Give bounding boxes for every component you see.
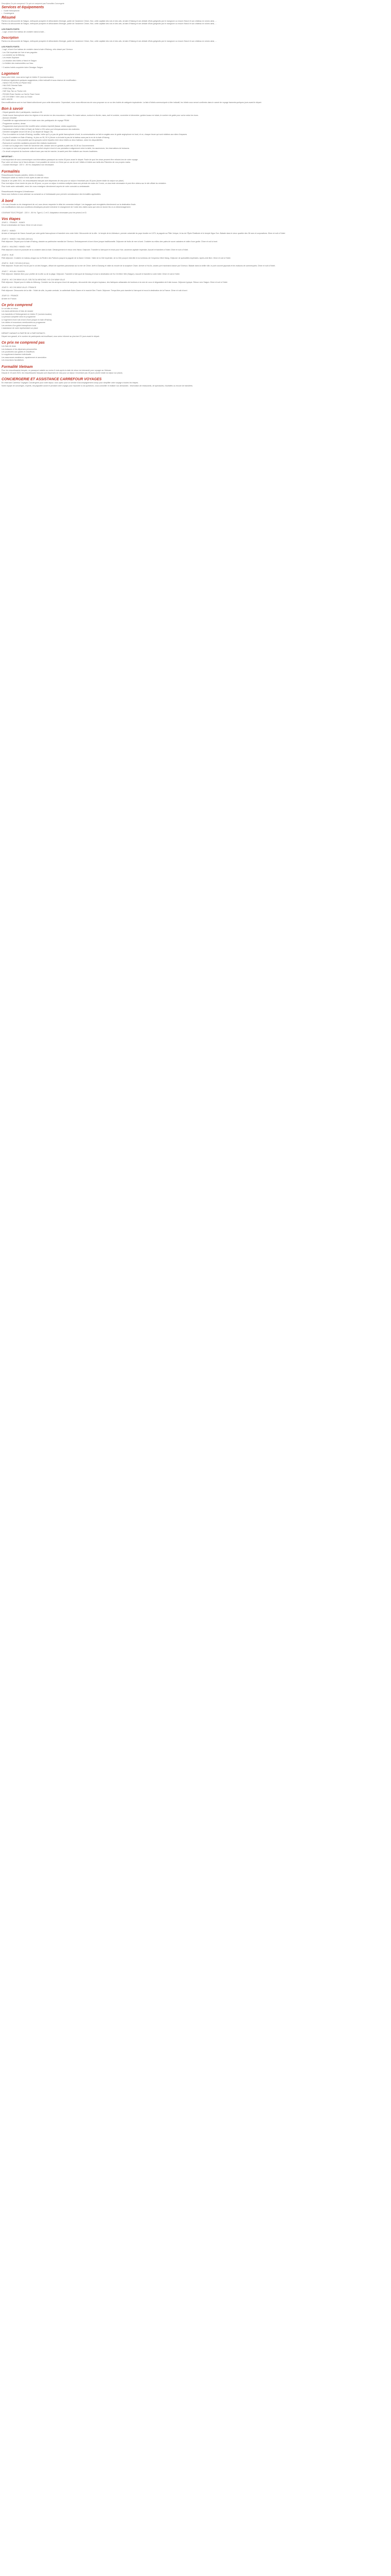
day-text: Petit déjeuner. Matinée libre pour profiter de la ville ou de la plage. Déjeuner. Transfert à l'aéroport de Danang et envol à destination de Ho Chi Minh Ville (Saigon). Accueil et transfert à votre hôtel. Dîner et nuit à l'hôtel. xyxy=(2,273,180,276)
programme-title: À bord xyxy=(2,199,13,203)
garant-title: DÉPART GARANTI À PARTIR DE 4 PARTICIPANTS : xyxy=(2,332,46,335)
day-item xyxy=(2,260,389,268)
day-text: Petit déjeuner. Route vers Hoi An par le col des Nuages, offrant de superbes panoramas sur la mer de Chine. Arrêt à Danang et visite du musée de la sculpture Cham. Arrivée à Hoi An, ancien port marchand classé par l'Unesco. Balade dans la vieille ville, le pont couvert japonais et les maisons de commerçants. Dîner et nuit à l'hôtel. xyxy=(2,265,275,267)
pas-comprend-item: Les excursions facultatives xyxy=(2,359,24,362)
bon-a-savoir-text xyxy=(2,111,389,153)
comprend-item: Les taxes aériennes et frais de dossier xyxy=(2,310,34,313)
comprend-title: Ce prix comprend xyxy=(2,303,32,308)
formalites-line: Passeport valide au moins 6 mois après la date de retour. xyxy=(2,177,49,179)
important-line: Pour votre vol retour via le Nord-vietnam, il est possible de rentrer en Chine par un car de nuit / billets et hôtels aux tarifs des Flâneries de vos propres mains. xyxy=(2,161,131,164)
day-title: JOUR 5 : HUE xyxy=(2,254,14,257)
services-item: • Conciergerie xyxy=(2,12,389,15)
day-item xyxy=(2,284,389,292)
description-title: Description xyxy=(2,37,19,40)
bon-line: - Guide trouve francophone selon les règions et du service en des excursions / visites. En haute saison, surtout en février, mars, avril et octobre, novembre et décembre, guides locaux en totais, le nombre de guide pour cortor selon les tours. xyxy=(2,114,199,116)
day-item xyxy=(2,235,389,244)
logement-line: - HO CHI MINH / Viet Lotus ou Grace xyxy=(2,95,32,98)
important-title: IMPORTANT : xyxy=(2,156,14,158)
formalite-vietnam-title: Formalité Vietnam xyxy=(2,365,33,369)
programme-closing: COURANT ÉLECTRIQUE : 220 V - 50 Hz. Type A, C et D. Adaptateur nécessaire pour les prises A et D. xyxy=(2,211,87,214)
pas-comprend-title: Ce prix ne comprend pas xyxy=(2,341,45,345)
etapes-subtitle-2: Envol à destination de Hanoi. Dîner et nuit à bord. xyxy=(2,224,43,227)
bon-line: - Dernière navigable circuit 100 km (2 au départ de Saigon 10) xyxy=(2,131,53,133)
formalites-intro: Nous vous invitons à vous adresser au consulat ou à l'ambassade pour prendre connaissance des formalités applicables. xyxy=(2,193,102,196)
points-forts-item: - Le théâtre des marionnettes sur l'eau xyxy=(2,62,34,65)
comprend-item: Les transferts et l'hébergement en hôtels 3* (normes locales) xyxy=(2,313,52,315)
formalite-vietnam-line: Pour les ressortissants français, un passeport valable au moins 6 mois après la date de retour est demandé pour voyager au Vietnam. xyxy=(2,369,112,371)
bon-a-savoir-title: Bon à savoir xyxy=(2,107,24,111)
logement-line: - HUE Day Tan ou Thuha Linh xyxy=(2,90,26,93)
top-note: Description Ce prix comprend / Ce prix ne comprend pas Formalités Concergerie xyxy=(2,3,64,5)
bon-line: - Possibilité de rapprochement et en totale avec des participants de voyage FRAM xyxy=(2,120,69,122)
day-text: Petit déjeuner. Découverte de la ville : l'hôtel de ville, la poste centrale, la cathédrale Notre-Dame et le marché Ben Thanh. Déjeuner. Temps libre puis transfert à l'aéroport et envol à destination de la France. Dîner et nuit à bord. xyxy=(2,289,188,292)
comprend-item: L'assistance de notre représentant sur place xyxy=(2,327,38,329)
formalites-line: Depuis le 1er juillet 2021, les ressortissants français sont dispensés de visa pour un séjour n'excédant pas 45 jours (durée totale du séjour sur place). xyxy=(2,179,124,182)
day-list xyxy=(2,227,389,300)
pas-comprend-list xyxy=(2,345,389,362)
services-title: Services et équipements xyxy=(2,6,44,9)
day-title: JOUR 7 : HOI AN / SAIGON xyxy=(2,270,25,273)
logement-line: Des modifications sont en tout listant sélectionné pour cette découverte. Cependant, nous nous efforcerons de vous proposer ou un ou des hotels de catégorie équivalente. La liste d'hôtels communiquée à titre indicatif, les hôtels vous seront confirmés dans le carnet de voyage transmis quelques jours avant le départ. xyxy=(2,101,262,104)
comprend-list xyxy=(2,308,389,330)
logement-line: Dans votre hôtel, vous serez logé en hôtels 3* (normes locales) xyxy=(2,76,54,79)
points-forts-item: - Les Cité Impériale de Hué et ses pagodes xyxy=(2,51,38,54)
formalite-vietnam-line: Depuis le 15 août 2023, les ressortissants français sont dispensés de visa pour un séjour n'excédant pas 45 jours (durée totale du séjour sur place). xyxy=(2,371,123,374)
points-forts-item: - La situation des hôtels à Hanoï et Saigon xyxy=(2,59,37,62)
pas-comprend-item: Les boissons et les dépenses personnelles xyxy=(2,348,37,350)
resume-extra: + 3 autres hotels coupchée tobre Dessigur Saigon xyxy=(2,66,43,69)
day-text: Arrivée en France. xyxy=(2,297,17,300)
pas-comprend-item: Les pourboires aux guides et chauffeurs xyxy=(2,350,35,353)
formalites-intro-title: Ressortissants étrangers & binationaux : xyxy=(2,190,35,193)
bon-line: - Ce circuit comprend du tourisme culturel avec pas mal de marche, la santé peut être réalisée aux heures localisées. xyxy=(2,150,98,152)
logement-line: - HYAN Day Tan xyxy=(2,87,15,90)
bon-line: - Le bain sur la plage vers l'hôtel de l'ancienne ville, dossier sera en gratuits à partir des 20,30 au Gouvernement. xyxy=(2,145,94,147)
formalites-text xyxy=(2,174,389,188)
important-line: - Courant électrique : 220 V - 50 Hz. Adaptateur non nécessaire. xyxy=(2,164,55,166)
day-title: JOUR 8 : HO CHI MINH VILLE / DELTA DU MEKONG / HO CHI MINH VILLE xyxy=(2,278,65,281)
bon-line: - Pour la croisière en la baie d'Halong, modifier, heller qu'il y a pas de guide francophone à bord, la communication ne fait en anglais avec le guide anglophone en bord, et ce, chaque heure qui sont relatives aux sites d'espaces xyxy=(2,133,187,136)
bon-line: - Programme soutenu, dense. xyxy=(2,122,26,125)
day-item xyxy=(2,276,389,284)
bon-line: - Hamboboat à l'hôtel à Ninh et Baie) de l'hôtel à 22h selon port d'emparcarionne des matinées xyxy=(2,128,79,130)
pas-comprend-item: Les assurances assistance, rapatriement et annulation xyxy=(2,356,46,359)
points-forts-title: LES POINTS FORTS xyxy=(2,45,20,48)
important-line: Il est important de vous communiquer vos informations passeport au moins 45 jours avant le départ. Faute de quoi les visas peuvent être refusés lors de votre voyage. xyxy=(2,158,138,161)
logement-line: INFO VENTE xyxy=(2,98,13,101)
formalites-title: Formalités xyxy=(2,170,20,174)
conciergerie-line: En réservant Carrefour Voyages Conciergerie pour votre séjour, vous optez pour un service d'accompagnement conçu pour simplifier votre voyage à toutes les étapes. xyxy=(2,382,139,384)
bon-line: - En haute saison, il est possible que les groupes soient répartis entre deux hôtels ou deux bateaux, selon les disponibilités. xyxy=(2,139,103,142)
bon-line: - Programmes local peuvent être modifié selon certains imprédit (fassar, visites supprimées xyxy=(2,125,77,128)
logement-line: - HANOI THU EXPA Un Planet View xyxy=(2,81,31,84)
day-title: JOUR 9 : HO CHI MINH VILLE / FRANCE xyxy=(2,286,37,289)
page xyxy=(0,0,391,396)
conciergerie-line: Notre équipe de concierges, experts, est joignable avant et pendant votre voyage pour répondre à vos questions, vous conseiller et réaliser vos demandes : réservation de restaurants, de spectacles, d'activités ou encore de transferts. xyxy=(2,384,193,387)
comprend-item: La pension complète selon le programme xyxy=(2,316,36,318)
comprend-item: Les visites et excursions mentionnées au programme xyxy=(2,321,45,324)
day-item xyxy=(2,227,389,235)
day-text: Petit déjeuner à bord et poursuite de la croisière dans la baie. Débarquement et retour vers Hanoi. Déjeuner. Transfert à l'aéroport et envol pour Hué, ancienne capitale impériale. Accueil et transfert à l'hôtel. Dîner et nuit à l'hôtel. xyxy=(2,248,189,251)
day-item xyxy=(2,268,389,276)
garant-text: Départ non garanti, si le nombre de participants est insuffisant, vous serez informé au plus tard 21 jours avant le départ. xyxy=(2,335,100,337)
pas-comprend-item: Les frais de visas xyxy=(2,345,16,348)
day-text: Petit déjeuner. Départ pour le delta du Mékong. Croisière sur les arroyos à bord de sampans, découverte des vergers tropicaux, des fabriques artisanales de bonbons à la noix de coco et dégustation de fruits locaux. Déjeuner typique. Retour vers Saigon. Dîner et nuit à l'hôtel. xyxy=(2,281,228,284)
formalites-line: Pour tout séjour d'une durée de plus de 45 jours, ou pour un séjour à entrées multiples dans une période de moins de 3 mois, un visa reste nécessaire et peut être obtenu sur le site officiel du ministère. xyxy=(2,182,167,185)
formalites-line: Ressortissants français (adultes, bébés et enfants) : xyxy=(2,174,44,176)
day-title: JOUR 3 : HANOI / HALONG (180 km) xyxy=(2,238,33,240)
points-forts-item: - Logé, à bord d'un bateau de croisière dans la baie d'Halong, cétu classé par l'Unesco xyxy=(2,48,73,51)
day-text: Petit déjeuner. Départ pour la baie d'Halong, classée au patrimoine mondial de l'Unesco. Embarquement à bord d'une jonque traditionnelle. Déjeuner de fruits de mer à bord. Croisière au milieu des pains de sucre calcaires et visite d'une grotte. Dîner et nuit à bord. xyxy=(2,240,218,243)
points-forts-item: - La croisière sur la Mékong xyxy=(2,54,25,57)
resume-intro: Partez à la découverte de Saigon, métropole prospère et débordante d'énergie, partie de l'ancienne Chiner, Hue, cette capitale des rois et des arts, la baie d'Halong et ses dédale d'îlots grégeoits par le mangrove ou encore Hanoï et son château en ruines ainsi, ... xyxy=(2,23,217,25)
programme-line: Les modifications dues aux conditions climatiques peuvent entraîner le changement de l'ordre des visites sans que cela ne donne lieu à un dédommagement. xyxy=(2,206,131,209)
etapes-title: Vos étapes xyxy=(2,217,21,221)
points-forts-title: LES POINTS FORTS xyxy=(2,28,20,30)
description-text: Partez à la découverte de Saigon, métropole prospère et débordante d'énergie, partie de l'ancienne Chiner, Hue, cette capitale des rois et des arts, la baie d'Halong et ses dédale d'îlots grégeoits par le mangrove ou encore Hanoï et son château en ruines ainsi, ... xyxy=(2,40,217,43)
points-forts-item: - Les restes Sophane xyxy=(2,57,20,59)
etapes-subtitle: JOUR 1 : FRANCE - HANOI xyxy=(2,221,25,224)
logement-text xyxy=(2,76,389,104)
bon-line: - Autocar climatisé xyxy=(2,116,17,119)
resume-intro: Partez à la découverte de Saigon, métropole prospère et débordante d'énergie, partie de l'ancienne Chiner, Hue, cette capitale des rois et des arts, la baie d'Halong et ses dédale d'îlots grégeoits par le mangrove ou encore Hanoï et son château en ruines ainsi, ... xyxy=(2,20,217,22)
important-text xyxy=(2,159,389,167)
bon-line: - Les repas en mer sont proposés selon de confort simple à bord et une prestation à alignement entre la table, les ascenseurs, les réservations de boissons. xyxy=(2,147,130,150)
comprend-item: Le logement d'une nuit à bord d'une jonque en baie d'Halong xyxy=(2,318,52,321)
services-list xyxy=(2,10,389,15)
day-title: JOUR 6 : HUE / HOI AN (140 km) xyxy=(2,262,29,264)
comprend-item: Les services d'un guide francophone local xyxy=(2,324,36,327)
logement-title: Logement xyxy=(2,72,19,76)
bon-line: - La plus 8 croisière en Baie d'Halong : le plus ou 06, 00 h (Heure vu la toute la pas de la bateau sans pas la en de la baie d'Halong xyxy=(2,136,109,139)
formalites-line: Pour toute autre nationalité, merci de vous renseigner directement auprès de votre consulat ou ambassade. xyxy=(2,185,90,188)
bon-line: - Départ garantis dès 4 participants, maximum 28 xyxy=(2,111,42,114)
logement-line: - HALONG Oriental Sails xyxy=(2,84,22,87)
day-title: JOUR 4 : HALONG / HANOI / HUE xyxy=(2,246,30,248)
points-forts-item: - Logé, à bord d'un bateau de croisière dans la baie... xyxy=(2,31,45,33)
comprend-item: Le vol aller et retour xyxy=(2,308,18,310)
bon-line: - Épreuves et contrôles sanitaires peuvent être réalisés localement. xyxy=(2,142,57,144)
day-text: Arrivée à l'aéroport de Hanoi. Accueil par votre guide francophone et transfert vers votre hôtel. Découverte de la ville : le temple de la Littérature, premier université du pays fondée en 1070, la pagode au Pilier Unique, le lac de l'Épée Restituée et le temple Ngoc Son. Balade dans le vieux quartier des 36 rues et corporations. Dîner et nuit à l'hôtel. xyxy=(2,232,286,235)
resume-title: Résumé xyxy=(2,15,16,20)
logement-line: - ROXAN Rose Garden ou Hai An Town Home xyxy=(2,93,40,95)
day-title: JOUR 2 : HANOI xyxy=(2,229,16,232)
pas-comprend-item: Le supplément chambre individuelle xyxy=(2,353,31,356)
day-text: Petit déjeuner. Croisière en bateau-dragon sur la Rivière des Parfums jusqu'à la pagode de la Dame Céleste. Visite de la Cité Impériale, de la Cité pourpre interdite et du tombeau de l'empereur Minh Mang. Déjeuner de spécialités impériales. Après-midi libre. Dîner et nuit à l'hôtel. xyxy=(2,257,231,259)
conciergerie-title: CONCIERGERIE ET ASSISTANCE CARREFOUR VOYAGES xyxy=(2,378,102,382)
services-item: • Guide francophone xyxy=(2,10,389,12)
day-title: JOUR 10 : FRANCE xyxy=(2,295,19,297)
programme-line: > En cas d'escale ou de changement de vol, vous devez respecter le délai de connexion indiqué. Les bagages sont enregistrés directement sur la destination finale. xyxy=(2,203,136,206)
logement-line: À deleuse également quelques suggestions, à titre indicatif et sous réserve de modification : xyxy=(2,79,77,81)
